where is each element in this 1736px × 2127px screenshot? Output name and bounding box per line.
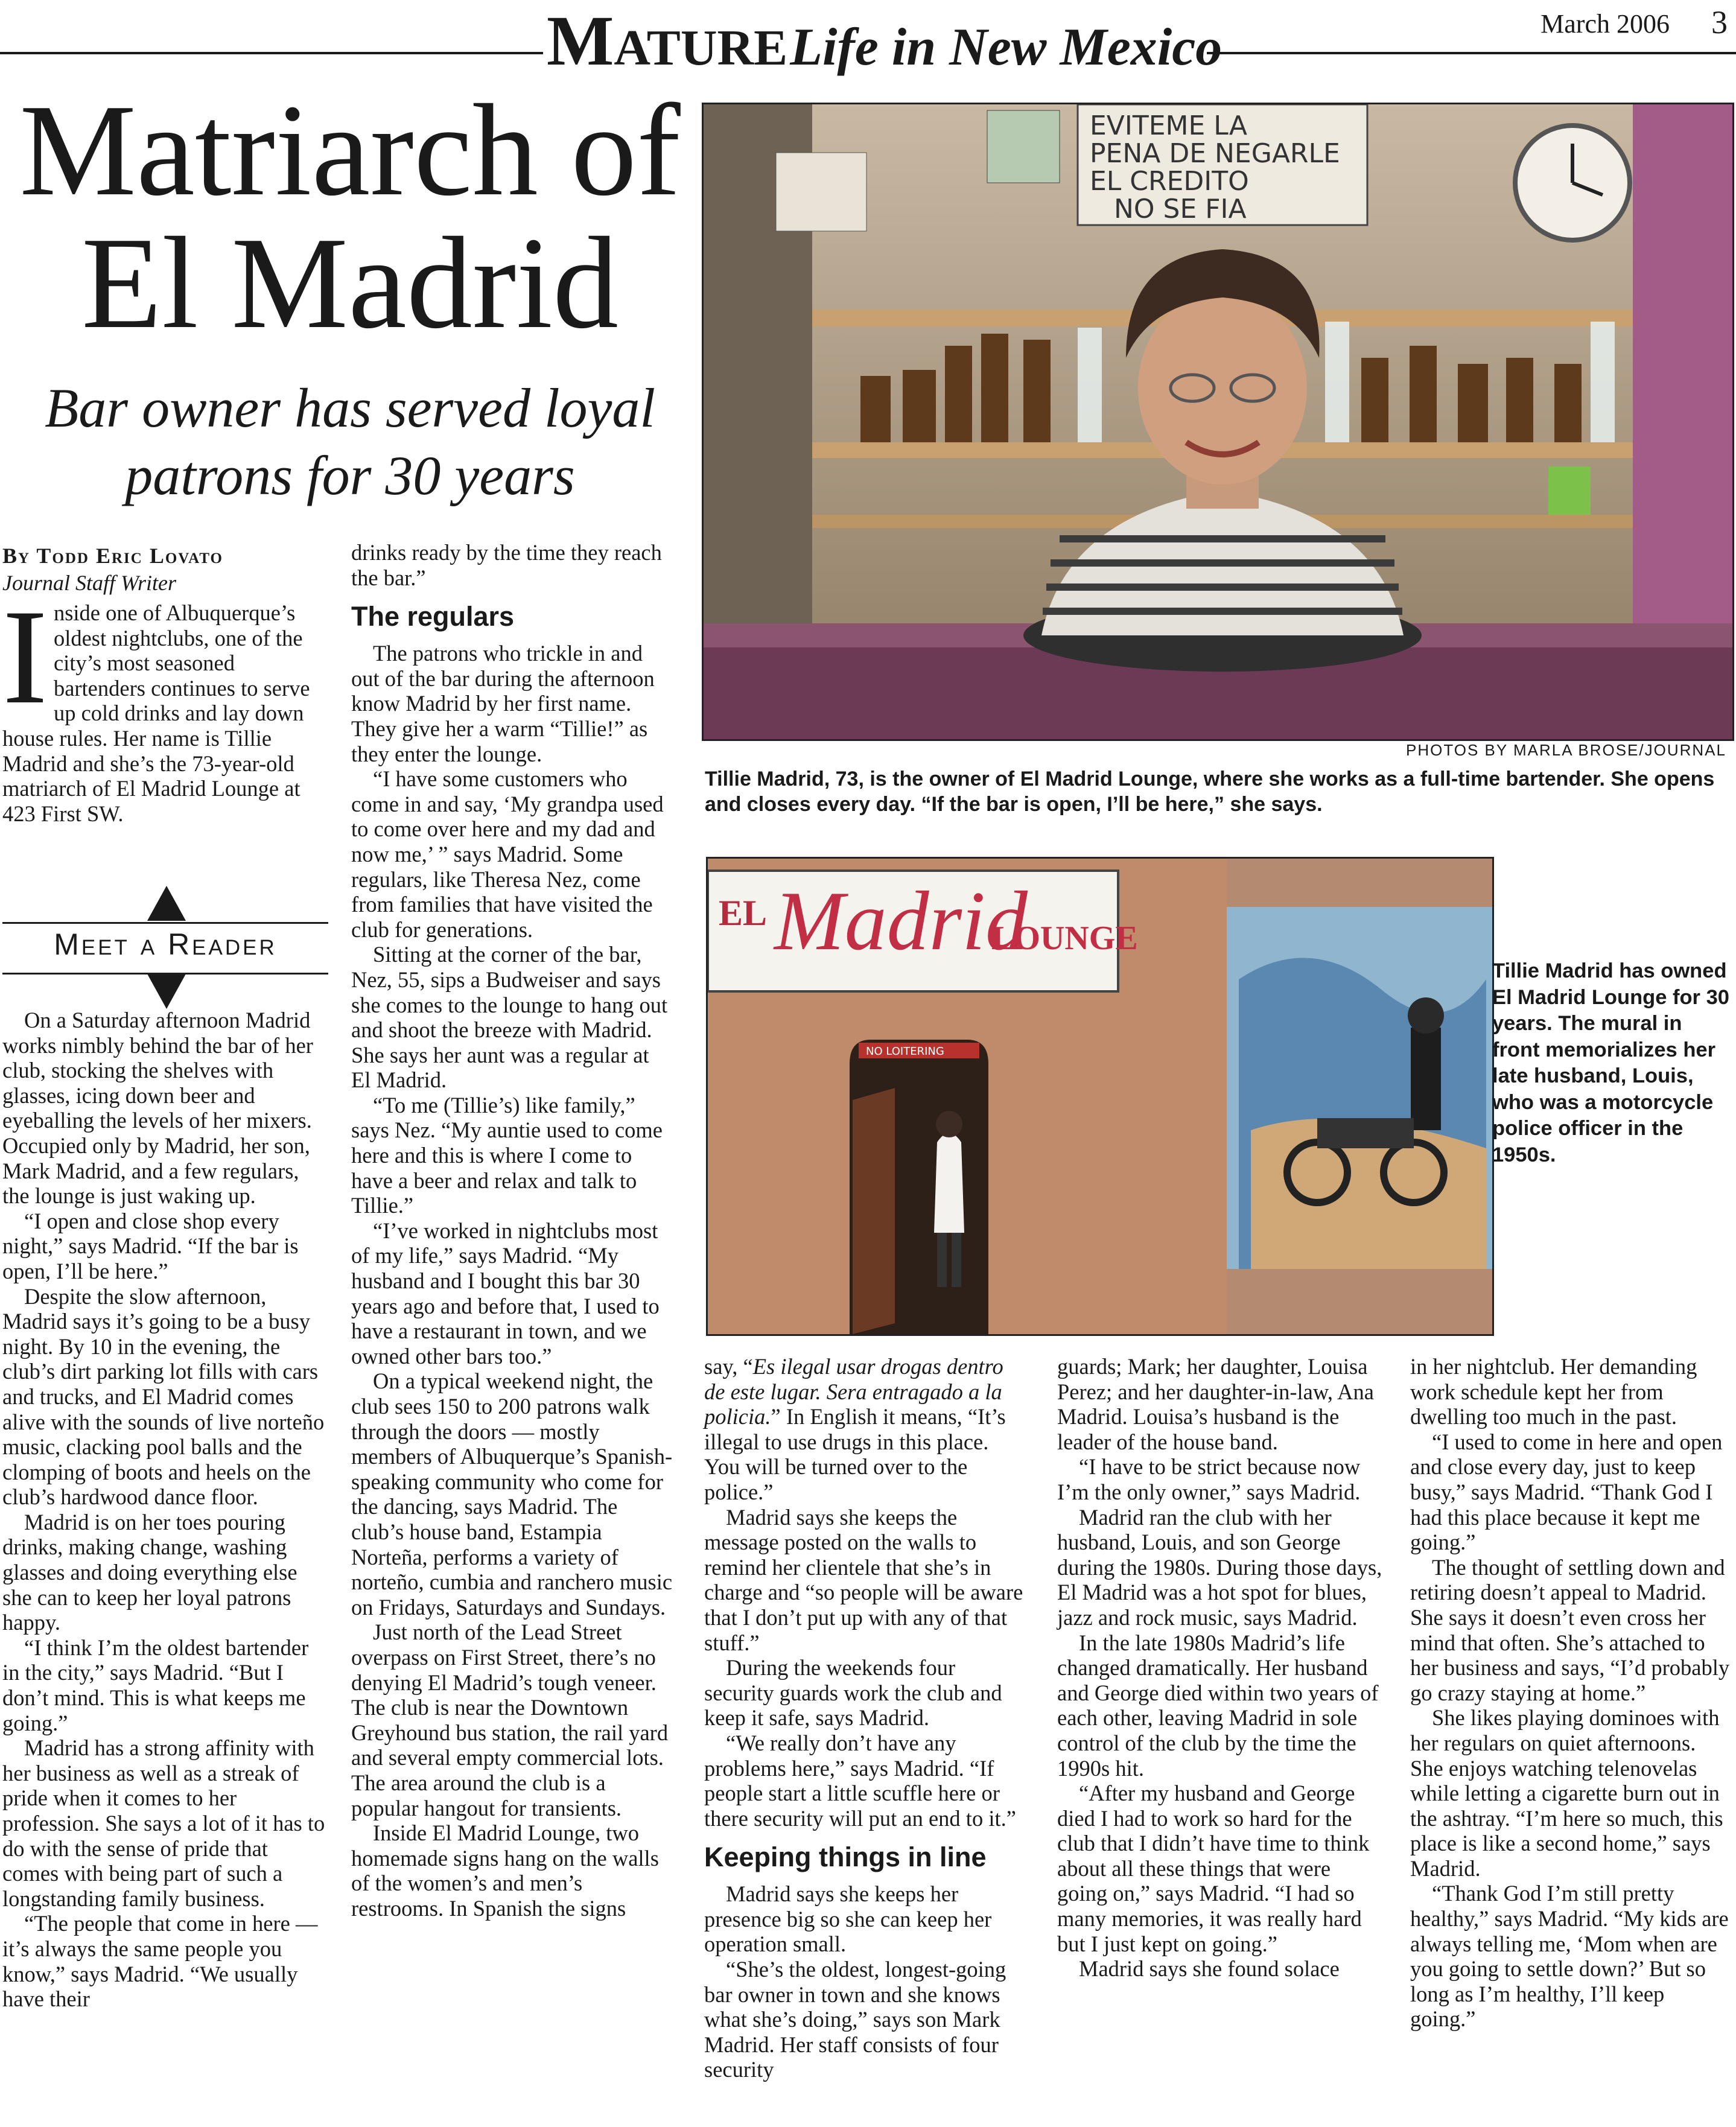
paragraph: “To me (Tillie’s) like family,” says Nez. “My auntie used to come here and this is where I come to have a beer and relax and talk to Tillie.” [351,1092,663,1218]
paragraph: guards; Mark; her daughter, Louisa Perez; and her daughter-in-law, Ana Madrid. Louisa’s husband is the leader of the house band. [1057,1354,1374,1454]
paragraph: The patrons who trickle in and out of the bar during the afternoon know Madrid by her first name. They give her a warm “Tillie!” as they enter the lounge. [351,641,655,766]
paragraph [704,1354,1027,1505]
paragraph: Madrid ran the club with her husband, Louis, and son George during the 1980s. During those days, El Madrid was a hot spot for blues, jazz and rock music, says Madrid. [1057,1504,1382,1630]
article-column-5 [1410,1354,1733,2032]
paragraph: “After my husband and George died I had to work so hard for the club that I didn’t have time to think about all these things that were going on,” says Madrid. “I had so many memories, it was really hard but I just kept on going.” [1057,1781,1370,1956]
no-loitering-sign: NO LOITERING [866,1045,944,1058]
lead-text: nside one of Albuquerque’s oldest nightclubs, one of the city’s most seasoned bartenders continues to serve up cold drinks and lay down house rules. Her name is Tillie Madrid and she’s the 73-year-old matriarch of El Madrid Lounge at 423 First SW. [2,600,310,826]
meet-a-reader-label: Meet a Reader [54,927,277,961]
headline-line2: El Madrid [81,211,618,356]
issue-date: March 2006 [1540,9,1670,39]
paragraph: Sitting at the corner of the bar, Nez, 55, sips a Budweiser and says she comes to the lounge to hang out and shoot the breeze with Madrid. She says her aunt was a regular at El Madrid. [351,942,668,1093]
masthead-title [547,0,1222,82]
paragraph: “I think I’m the oldest bartender in the city,” says Madrid. “But I don’t mind. This is what keeps me going.” [2,1635,309,1735]
paragraph: “I open and close shop every night,” says Madrid. “If the bar is open, I’ll be here.” [2,1208,299,1283]
subhead-regulars: The regulars [351,601,515,632]
masthead-rest: ATURE [614,20,788,76]
headline-line1: Matriarch of [19,78,681,223]
drop-cap: I [2,581,48,732]
article-column-2 [351,540,674,1921]
paragraph: Madrid says she keeps the message posted on the walls to remind her clientele that she’s in charge and “so people will be aware that I don’t put up with any of that stuff.” [704,1504,1023,1655]
paragraph: Madrid says she keeps her presence big so she can keep her operation small. [704,1881,992,1957]
article-column-1b [2,1008,325,2012]
paragraph: drinks ready by the time they reach the bar.” [351,540,662,590]
subhead-keeping-in-line: Keeping things in line [704,1842,987,1873]
masthead-section: Life in New Mexico [790,18,1223,77]
article-column-4 [1057,1354,1383,1982]
paragraph: “She’s the oldest, longest-going bar owner in town and she knows what she’s doing,” says son Mark Madrid. Her staff consists of four security [704,1957,1006,2082]
headline [12,78,688,356]
storefront-photo-caption: Tillie Madrid has owned El Madrid Lounge for 30 years. The mural in front memorializes her late husband, Louis, who was a motorcycle police officer in the 1950s. [1492,959,1729,1166]
sign-line1: EVITEME LA [1090,110,1247,141]
bartender-photo-art [704,104,1732,739]
paragraph: Despite the slow afternoon, Madrid says it’s going to be a busy night. By 10 in the evening, the club’s dirt parking lot fills with cars and trucks, and El Madrid comes alive with the sounds of live norteño music, clacking pool balls and the clomping of boots and heels on the club’s hardwood dance floor. [2,1283,325,1510]
byline-author: By Todd Eric Lovato [2,544,223,568]
subheadline-line1: Bar owner has served loyal [45,377,655,439]
paragraph: Madrid says she found solace [1079,1956,1340,1982]
banner-rule-top [2,922,328,924]
paragraph: “I’ve worked in nightclubs most of my life,” says Madrid. “My husband and I bought this bar 30 years ago and before that, I used to have a restaurant in town, and we owned other bars too.” [351,1218,660,1369]
paragraph: Inside El Madrid Lounge, two homemade signs hang on the walls of the women’s and men’s restrooms. In Spanish the signs [351,1820,659,1921]
meet-a-reader-banner [2,886,328,1004]
paragraph: Madrid is on her toes pouring drinks, making change, washing glasses and doing everything else she can to keep her loyal patrons happy. [2,1509,297,1635]
triangle-up-icon [147,886,186,921]
paragraph: “The people that come in here — it’s always the same people you know,” says Madrid. “We usually have their [2,1911,318,2012]
spanish-quote: Es ilegal usar drogas dentro de este lugar. Sera entragado a la policia. [704,1354,1003,1429]
paragraph: She likes playing dominoes with her regulars on quiet afternoons. She enjoys watching telenovelas while letting a cigarette burn out in the ashtray. “I’m here so much, this place is like a second home,” says Madrid. [1410,1705,1723,1881]
bartender-photo [702,103,1734,741]
paragraph: “Thank God I’m still pretty healthy,” says Madrid. “My kids are always telling me, ‘Mom when are you going to settle down?’ But so long as I’m healthy, I’ll keep going.” [1410,1881,1729,2032]
paragraph: During the weekends four security guards work the club and keep it safe, says Madrid. [704,1655,1002,1731]
bartender-photo-caption: Tillie Madrid, 73, is the owner of El Madrid Lounge, where she works as a full-time bartender. She opens and closes every day. “If the bar is open, I’ll be here,” she says. [705,768,1715,816]
photo-credit: PHOTOS BY MARLA BROSE/JOURNAL [1406,741,1726,759]
masthead-rule-right [1207,52,1736,54]
paragraph: “I have to be strict because now I’m the only owner,” says Madrid. [1057,1454,1361,1504]
masthead-rule-left [0,52,543,54]
sign-madrid: Madrid [774,874,1028,968]
sign-line4: NO SE FIA [1114,194,1247,224]
paragraph: “I have some customers who come in and say, ‘My grandpa used to come over here and my dad and now me,’ ” says Madrid. Some regulars, like Theresa Nez, come from families that have visited the club for generations. [351,766,664,942]
page-number: 3 [1711,4,1728,40]
text-span: ” In English it means, “It’s illegal to use drugs in this place. You will be turned over to the police.” [704,1404,1006,1504]
storefront-photo-art [708,859,1492,1334]
sign-lounge: LOUNGE [991,920,1138,957]
sign-line3: EL CREDITO [1090,166,1249,197]
paragraph: Madrid has a strong affinity with her business as well as a streak of pride when it comes to her profession. She says a lot of it has to do with the sense of pride that comes with being part of such a longstanding family business. [2,1735,325,1911]
sign-line2: PENA DE NEGARLE [1090,138,1340,169]
subheadline [12,374,688,509]
triangle-down-icon [147,974,186,1009]
text-span: say, “ [704,1354,753,1379]
masthead-cap: M [547,1,614,80]
paragraph: Just north of the Lead Street overpass on First Street, there’s no denying El Madrid’s tough veneer. The club is near the Downtown Greyhound bus station, the rail yard and several empty commercial lots. The area around the club is a popular hangout for transients. [351,1620,669,1820]
paragraph: On a typical weekend night, the club sees 150 to 200 patrons walk through the doors — mostly members of Albuquerque’s Spanish-speaking community who come for the dancing, says Madrid. The club’s house band, Estampia Norteña, performs a variety of norteño, cumbia and ranchero music on Fridays, Saturdays and Sundays. [351,1369,673,1620]
storefront-photo [706,857,1494,1336]
paragraph: in her nightclub. Her demanding work schedule kept her from dwelling too much in the past. [1410,1354,1697,1429]
sign-el: EL [719,893,768,933]
article-column-3 [704,1354,1027,2082]
paragraph: The thought of settling down and retiring doesn’t appeal to Madrid. She says it doesn’t even cross her mind that often. She’s attached to her business and says, “I’d probably go crazy staying at home.” [1410,1554,1730,1705]
paragraph: In the late 1980s Madrid’s life changed dramatically. Her husband and George died within two years of each other, leaving Madrid in sole control of the club by the time the 1990s hit. [1057,1630,1379,1781]
byline-title: Journal Staff Writer [2,571,176,595]
paragraph: On a Saturday afternoon Madrid works nimbly behind the bar of her club, stocking the shelves with glasses, icing down beer and eyeballing the levels of her mixers. Occupied only by Madrid, her son, Mark Madrid, and a few regulars, the lounge is just waking up. [2,1008,313,1209]
subheadline-line2: patrons for 30 years [125,445,575,506]
paragraph: “We really don’t have any problems here,” says Madrid. “If people start a little scuffle here or there security will put an end to it.” [704,1730,1016,1831]
paragraph: “I used to come in here and open and close every day, just to keep busy,” says Madrid. “Thank God I had this place because it kept me going.” [1410,1429,1723,1555]
